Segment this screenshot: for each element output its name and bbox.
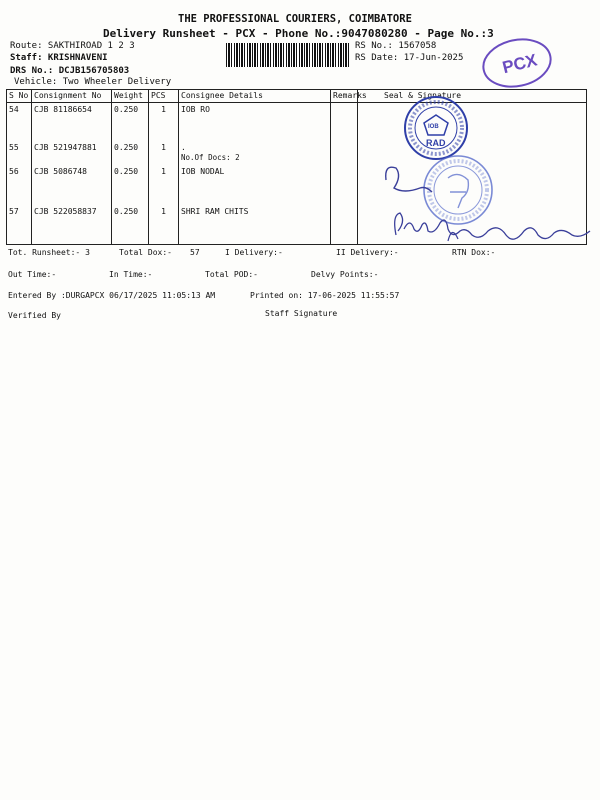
total-dox-label: Total Dox:- bbox=[119, 248, 172, 257]
pcx-stamp-icon bbox=[478, 34, 556, 92]
cell-pcs: 1 bbox=[149, 141, 179, 165]
delvy-points: Delvy Points:- bbox=[311, 270, 379, 279]
rtn-dox: RTN Dox:- bbox=[452, 248, 496, 257]
cell-remarks bbox=[331, 103, 358, 141]
cell-sno: 56 bbox=[7, 165, 32, 205]
staff-signature-label: Staff Signature bbox=[265, 309, 338, 318]
cell-pcs: 1 bbox=[149, 165, 179, 205]
pcx-stamp-text: PCX bbox=[500, 50, 540, 78]
table-row bbox=[7, 141, 587, 165]
rs-date: RS Date: 17-Jun-2025 bbox=[355, 53, 464, 63]
entered-by: Entered By :DURGAPCX 06/17/2025 11:05:13 AM bbox=[8, 291, 216, 300]
route-text: Route: SAKTHIROAD 1 2 3 bbox=[10, 41, 135, 51]
cell-sno: 55 bbox=[7, 141, 32, 165]
cell-seal bbox=[358, 141, 587, 165]
table-row bbox=[7, 205, 587, 245]
cell-details bbox=[179, 141, 331, 165]
in-time: In Time:- bbox=[109, 270, 153, 279]
cell-remarks bbox=[331, 141, 358, 165]
col-consignee: Consignee Details bbox=[179, 90, 331, 103]
drs-number: DRS No.: DCJB156705803 bbox=[10, 66, 130, 76]
details-text: . bbox=[181, 142, 186, 152]
cell-seal bbox=[358, 165, 587, 205]
cell-consignment: CJB 522058837 bbox=[32, 205, 112, 245]
cell-weight: 0.250 bbox=[112, 205, 149, 245]
col-remarks: Remarks bbox=[331, 90, 358, 103]
cell-sno: 57 bbox=[7, 205, 32, 245]
rs-number: RS No.: 1567058 bbox=[355, 41, 437, 51]
company-title: THE PROFESSIONAL COURIERS, COIMBATORE bbox=[178, 13, 412, 25]
cell-weight: 0.250 bbox=[112, 103, 149, 141]
seal-code: RAD bbox=[426, 138, 446, 148]
cell-consignment: CJB 81186654 bbox=[32, 103, 112, 141]
cell-remarks bbox=[331, 165, 358, 205]
cell-consignment: CJB 5086748 bbox=[32, 165, 112, 205]
cell-details: IOB RO bbox=[179, 103, 331, 141]
printed-on: Printed on: 17-06-2025 11:55:57 bbox=[250, 291, 400, 300]
table-row bbox=[7, 103, 587, 141]
cell-pcs: 1 bbox=[149, 205, 179, 245]
total-pod: Total POD:- bbox=[205, 270, 258, 279]
col-consignment: Consignment No bbox=[32, 90, 112, 103]
total-runsheet: Tot. Runsheet:- 3 bbox=[8, 248, 90, 257]
vehicle-text: Vehicle: Two Wheeler Delivery bbox=[14, 77, 172, 87]
col-weight: Weight bbox=[112, 90, 149, 103]
col-sno: S No bbox=[7, 90, 32, 103]
runsheet-table bbox=[6, 89, 587, 245]
i-delivery: I Delivery:- bbox=[225, 248, 283, 257]
table-row bbox=[7, 165, 587, 205]
staff-text: Staff: KRISHNAVENI bbox=[10, 53, 108, 63]
cell-details: SHRI RAM CHITS bbox=[179, 205, 331, 245]
cell-seal bbox=[358, 205, 587, 245]
cell-weight: 0.250 bbox=[112, 165, 149, 205]
cell-consignment: CJB 521947881 bbox=[32, 141, 112, 165]
ii-delivery: II Delivery:- bbox=[336, 248, 399, 257]
verified-by: Verified By bbox=[8, 311, 61, 320]
cell-pcs: 1 bbox=[149, 103, 179, 141]
cell-sno: 54 bbox=[7, 103, 32, 141]
out-time: Out Time:- bbox=[8, 270, 57, 279]
cell-weight: 0.250 bbox=[112, 141, 149, 165]
cell-seal bbox=[358, 103, 587, 141]
table-header-row bbox=[7, 90, 587, 103]
total-dox-value: 57 bbox=[190, 248, 200, 257]
runsheet-subtitle: Delivery Runsheet - PCX - Phone No.:9047080280 - Page No.:3 bbox=[103, 27, 494, 40]
cell-remarks bbox=[331, 205, 358, 245]
seal-bank-mark: IOB bbox=[428, 124, 439, 130]
col-pcs: PCS bbox=[149, 90, 179, 103]
col-seal: Seal & Signature bbox=[358, 90, 587, 103]
docs-count: No.Of Docs: 2 bbox=[181, 152, 240, 162]
barcode-icon bbox=[226, 43, 349, 67]
cell-details: IOB NODAL bbox=[179, 165, 331, 205]
